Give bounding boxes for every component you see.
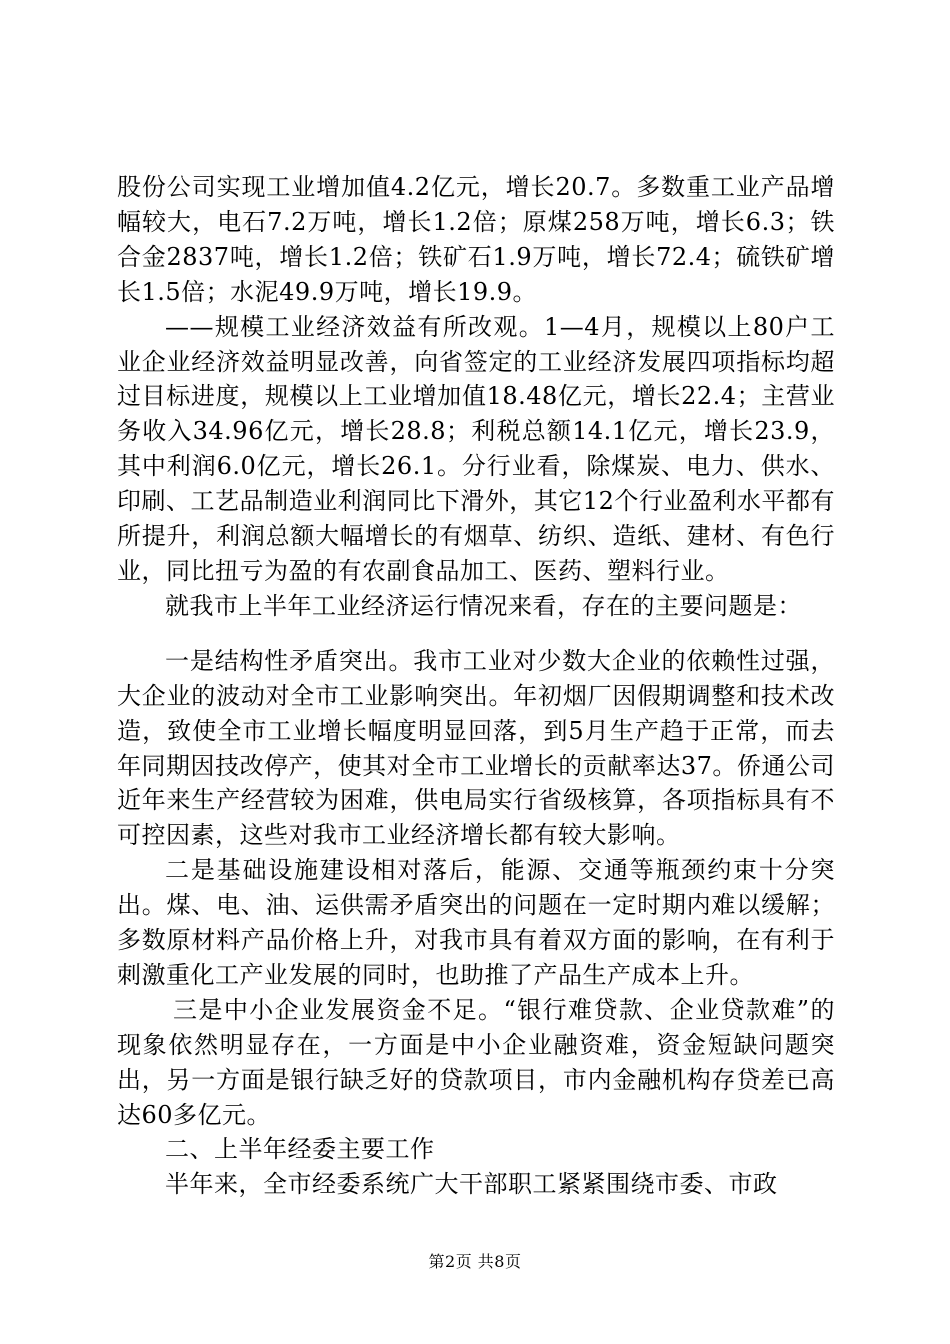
paragraph-industry-output: 股份公司实现工业增加值4.2亿元，增长20.7。多数重工业产品增幅较大，电石7.2万吨，增长1.2倍；原煤258万吨，增长6.3；铁合金2837吨，增长1.2倍；铁矿石1.9万吨，增长72.4；硫铁矿增长1.5倍；水泥49.9万吨，增长19.9。 — [117, 173, 835, 306]
section-heading-main-work: 二、上半年经委主要工作 — [165, 1135, 435, 1164]
paragraph-problem-funding: 三是中小企业发展资金不足。“银行难贷款、企业贷款难”的现象依然明显存在，一方面是中小企业融资难，资金短缺问题突出，另一方面是银行缺乏好的贷款项目，市内金融机构存贷差已高达60多亿元。 — [117, 995, 835, 1129]
page-number-footer: 第2页 共8页 — [428, 1252, 522, 1271]
paragraph-main-problems-intro: 就我市上半年工业经济运行情况来看，存在的主要问题是： — [165, 591, 802, 620]
paragraph-half-year-work: 半年来，全市经委系统广大干部职工紧紧围绕市委、市政 — [165, 1170, 778, 1199]
paragraph-problem-structure: 一是结构性矛盾突出。我市工业对少数大企业的依赖性过强，大企业的波动对全市工业影响突出。年初烟厂因假期调整和技术改造，致使全市工业增长幅度明显回落，到5月生产趋于正常，而去年同期因技改停产，使其对全市工业增长的贡献率达37。侨通公司近年来生产经营较为困难，供电局实行省级核算，各项指标具有不可控因素，这些对我市工业经济增长都有较大影响。 — [117, 646, 835, 850]
paragraph-problem-infrastructure: 二是基础设施建设相对落后，能源、交通等瓶颈约束十分突出。煤、电、油、运供需矛盾突出的问题在一定时期内难以缓解；多数原材料产品价格上升，对我市具有着双方面的影响，在有利于刺激重化工产业发展的同时，也助推了产品生产成本上升。 — [117, 856, 835, 989]
document-body — [117, 170, 835, 1202]
paragraph-economic-benefit: ——规模工业经济效益有所改观。1—4月，规模以上80户工业企业经济效益明显改善，向省签定的工业经济发展四项指标均超过目标进度，规模以上工业增加值18.48亿元，增长22.4；主营业务收入34.96亿元，增长28.8；利税总额14.1亿元，增长23.9，其中利润6.0亿元，增长26.1。分行业看，除煤炭、电力、供水、印刷、工艺品制造业利润同比下滑外，其它12个行业盈利水平都有所提升，利润总额大幅增长的有烟草、纺织、造纸、建材、有色行业，同比扭亏为盈的有农副食品加工、医药、塑料行业。 — [117, 312, 835, 585]
